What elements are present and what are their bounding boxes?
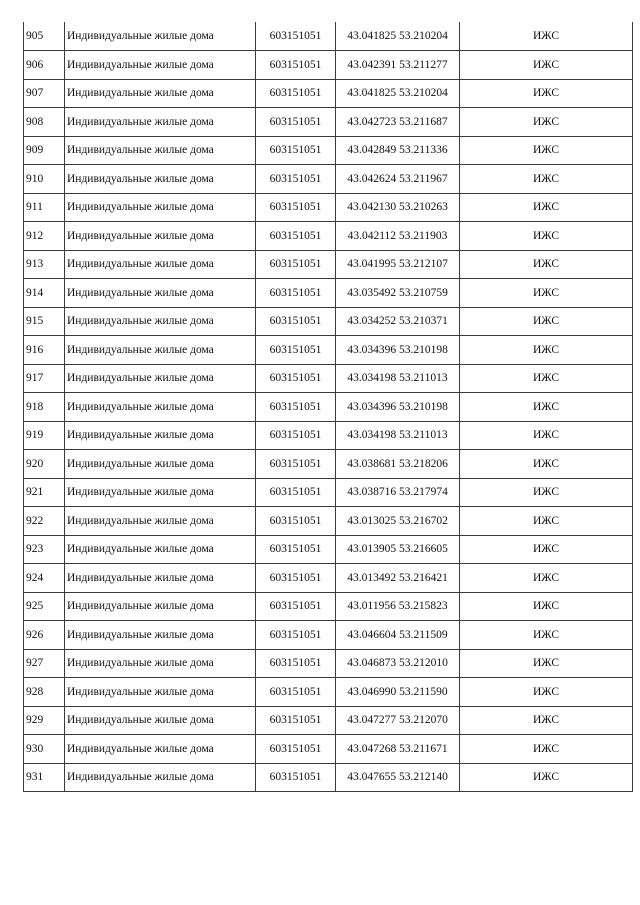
cadastral-code-cell: 603151051: [256, 136, 336, 165]
row-number-cell: 926: [24, 621, 65, 650]
row-number-cell: 915: [24, 307, 65, 336]
coordinates-cell: 43.047655 53.212140: [336, 763, 460, 792]
cadastral-code-cell: 603151051: [256, 763, 336, 792]
table-row: [24, 22, 633, 51]
row-number-cell: 919: [24, 421, 65, 450]
coordinates-cell: 43.041995 53.212107: [336, 250, 460, 279]
object-name-cell: Индивидуальные жилые дома: [65, 706, 256, 735]
object-type-cell: ИЖС: [460, 735, 633, 764]
table-row: [24, 108, 633, 137]
cadastral-code-cell: 603151051: [256, 706, 336, 735]
registry-table: [23, 22, 633, 792]
row-number-cell: 924: [24, 564, 65, 593]
object-name-cell: Индивидуальные жилые дома: [65, 336, 256, 365]
table-row: [24, 678, 633, 707]
coordinates-cell: 43.013492 53.216421: [336, 564, 460, 593]
coordinates-cell: 43.042849 53.211336: [336, 136, 460, 165]
cadastral-code-cell: 603151051: [256, 450, 336, 479]
table-row: [24, 421, 633, 450]
cadastral-code-cell: 603151051: [256, 678, 336, 707]
object-type-cell: ИЖС: [460, 678, 633, 707]
cadastral-code-cell: 603151051: [256, 222, 336, 251]
cadastral-code-cell: 603151051: [256, 735, 336, 764]
object-type-cell: ИЖС: [460, 763, 633, 792]
row-number-cell: 925: [24, 592, 65, 621]
table-row: [24, 279, 633, 308]
registry-table-body: [24, 22, 633, 792]
coordinates-cell: 43.035492 53.210759: [336, 279, 460, 308]
table-row: [24, 735, 633, 764]
row-number-cell: 906: [24, 51, 65, 80]
object-type-cell: ИЖС: [460, 193, 633, 222]
object-name-cell: Индивидуальные жилые дома: [65, 478, 256, 507]
object-type-cell: ИЖС: [460, 564, 633, 593]
table-row: [24, 307, 633, 336]
cadastral-code-cell: 603151051: [256, 621, 336, 650]
object-name-cell: Индивидуальные жилые дома: [65, 735, 256, 764]
row-number-cell: 923: [24, 535, 65, 564]
row-number-cell: 928: [24, 678, 65, 707]
object-name-cell: Индивидуальные жилые дома: [65, 136, 256, 165]
object-type-cell: ИЖС: [460, 450, 633, 479]
table-row: [24, 763, 633, 792]
coordinates-cell: 43.041825 53.210204: [336, 79, 460, 108]
object-name-cell: Индивидуальные жилые дома: [65, 592, 256, 621]
coordinates-cell: 43.013905 53.216605: [336, 535, 460, 564]
coordinates-cell: 43.047268 53.211671: [336, 735, 460, 764]
object-name-cell: Индивидуальные жилые дома: [65, 535, 256, 564]
object-name-cell: Индивидуальные жилые дома: [65, 250, 256, 279]
object-type-cell: ИЖС: [460, 222, 633, 251]
coordinates-cell: 43.034396 53.210198: [336, 336, 460, 365]
table-row: [24, 621, 633, 650]
object-type-cell: ИЖС: [460, 165, 633, 194]
cadastral-code-cell: 603151051: [256, 165, 336, 194]
object-name-cell: Индивидуальные жилые дома: [65, 507, 256, 536]
cadastral-code-cell: 603151051: [256, 79, 336, 108]
object-name-cell: Индивидуальные жилые дома: [65, 763, 256, 792]
cadastral-code-cell: 603151051: [256, 592, 336, 621]
object-name-cell: Индивидуальные жилые дома: [65, 108, 256, 137]
object-type-cell: ИЖС: [460, 279, 633, 308]
cadastral-code-cell: 603151051: [256, 649, 336, 678]
row-number-cell: 914: [24, 279, 65, 308]
coordinates-cell: 43.042624 53.211967: [336, 165, 460, 194]
object-name-cell: Индивидуальные жилые дома: [65, 307, 256, 336]
cadastral-code-cell: 603151051: [256, 421, 336, 450]
row-number-cell: 910: [24, 165, 65, 194]
coordinates-cell: 43.034396 53.210198: [336, 393, 460, 422]
cadastral-code-cell: 603151051: [256, 478, 336, 507]
table-row: [24, 706, 633, 735]
object-type-cell: ИЖС: [460, 649, 633, 678]
cadastral-code-cell: 603151051: [256, 108, 336, 137]
coordinates-cell: 43.042391 53.211277: [336, 51, 460, 80]
cadastral-code-cell: 603151051: [256, 307, 336, 336]
object-type-cell: ИЖС: [460, 250, 633, 279]
table-row: [24, 79, 633, 108]
object-name-cell: Индивидуальные жилые дома: [65, 450, 256, 479]
object-type-cell: ИЖС: [460, 592, 633, 621]
table-row: [24, 649, 633, 678]
object-type-cell: ИЖС: [460, 336, 633, 365]
object-type-cell: ИЖС: [460, 307, 633, 336]
object-name-cell: Индивидуальные жилые дома: [65, 621, 256, 650]
table-row: [24, 507, 633, 536]
table-row: [24, 193, 633, 222]
row-number-cell: 921: [24, 478, 65, 507]
object-name-cell: Индивидуальные жилые дома: [65, 222, 256, 251]
object-type-cell: ИЖС: [460, 108, 633, 137]
cadastral-code-cell: 603151051: [256, 535, 336, 564]
row-number-cell: 905: [24, 22, 65, 51]
object-type-cell: ИЖС: [460, 364, 633, 393]
object-name-cell: Индивидуальные жилые дома: [65, 279, 256, 308]
table-row: [24, 564, 633, 593]
coordinates-cell: 43.041825 53.210204: [336, 22, 460, 51]
object-name-cell: Индивидуальные жилые дома: [65, 393, 256, 422]
object-name-cell: Индивидуальные жилые дома: [65, 364, 256, 393]
cadastral-code-cell: 603151051: [256, 364, 336, 393]
coordinates-cell: 43.042130 53.210263: [336, 193, 460, 222]
coordinates-cell: 43.047277 53.212070: [336, 706, 460, 735]
object-type-cell: ИЖС: [460, 79, 633, 108]
table-row: [24, 165, 633, 194]
coordinates-cell: 43.034198 53.211013: [336, 421, 460, 450]
object-name-cell: Индивидуальные жилые дома: [65, 79, 256, 108]
row-number-cell: 918: [24, 393, 65, 422]
table-row: [24, 222, 633, 251]
object-name-cell: Индивидуальные жилые дома: [65, 649, 256, 678]
row-number-cell: 917: [24, 364, 65, 393]
coordinates-cell: 43.038716 53.217974: [336, 478, 460, 507]
cadastral-code-cell: 603151051: [256, 564, 336, 593]
table-row: [24, 450, 633, 479]
row-number-cell: 916: [24, 336, 65, 365]
row-number-cell: 909: [24, 136, 65, 165]
object-name-cell: Индивидуальные жилые дома: [65, 165, 256, 194]
object-type-cell: ИЖС: [460, 22, 633, 51]
row-number-cell: 930: [24, 735, 65, 764]
table-row: [24, 136, 633, 165]
coordinates-cell: 43.038681 53.218206: [336, 450, 460, 479]
table-row: [24, 364, 633, 393]
object-name-cell: Индивидуальные жилые дома: [65, 22, 256, 51]
row-number-cell: 912: [24, 222, 65, 251]
object-type-cell: ИЖС: [460, 507, 633, 536]
row-number-cell: 913: [24, 250, 65, 279]
table-row: [24, 250, 633, 279]
object-type-cell: ИЖС: [460, 421, 633, 450]
table-row: [24, 336, 633, 365]
cadastral-code-cell: 603151051: [256, 250, 336, 279]
object-name-cell: Индивидуальные жилые дома: [65, 564, 256, 593]
row-number-cell: 920: [24, 450, 65, 479]
cadastral-code-cell: 603151051: [256, 507, 336, 536]
row-number-cell: 908: [24, 108, 65, 137]
object-type-cell: ИЖС: [460, 478, 633, 507]
coordinates-cell: 43.042112 53.211903: [336, 222, 460, 251]
table-row: [24, 478, 633, 507]
object-type-cell: ИЖС: [460, 621, 633, 650]
cadastral-code-cell: 603151051: [256, 193, 336, 222]
coordinates-cell: 43.034252 53.210371: [336, 307, 460, 336]
coordinates-cell: 43.011956 53.215823: [336, 592, 460, 621]
object-type-cell: ИЖС: [460, 535, 633, 564]
row-number-cell: 929: [24, 706, 65, 735]
row-number-cell: 911: [24, 193, 65, 222]
object-name-cell: Индивидуальные жилые дома: [65, 421, 256, 450]
table-row: [24, 535, 633, 564]
cadastral-code-cell: 603151051: [256, 393, 336, 422]
row-number-cell: 931: [24, 763, 65, 792]
row-number-cell: 907: [24, 79, 65, 108]
coordinates-cell: 43.046990 53.211590: [336, 678, 460, 707]
coordinates-cell: 43.046604 53.211509: [336, 621, 460, 650]
cadastral-code-cell: 603151051: [256, 51, 336, 80]
row-number-cell: 922: [24, 507, 65, 536]
table-row: [24, 51, 633, 80]
table-row: [24, 393, 633, 422]
coordinates-cell: 43.013025 53.216702: [336, 507, 460, 536]
object-type-cell: ИЖС: [460, 393, 633, 422]
object-type-cell: ИЖС: [460, 51, 633, 80]
object-name-cell: Индивидуальные жилые дома: [65, 51, 256, 80]
row-number-cell: 927: [24, 649, 65, 678]
cadastral-code-cell: 603151051: [256, 336, 336, 365]
cadastral-code-cell: 603151051: [256, 22, 336, 51]
coordinates-cell: 43.046873 53.212010: [336, 649, 460, 678]
coordinates-cell: 43.042723 53.211687: [336, 108, 460, 137]
table-row: [24, 592, 633, 621]
object-name-cell: Индивидуальные жилые дома: [65, 193, 256, 222]
object-type-cell: ИЖС: [460, 706, 633, 735]
object-type-cell: ИЖС: [460, 136, 633, 165]
object-name-cell: Индивидуальные жилые дома: [65, 678, 256, 707]
coordinates-cell: 43.034198 53.211013: [336, 364, 460, 393]
cadastral-code-cell: 603151051: [256, 279, 336, 308]
